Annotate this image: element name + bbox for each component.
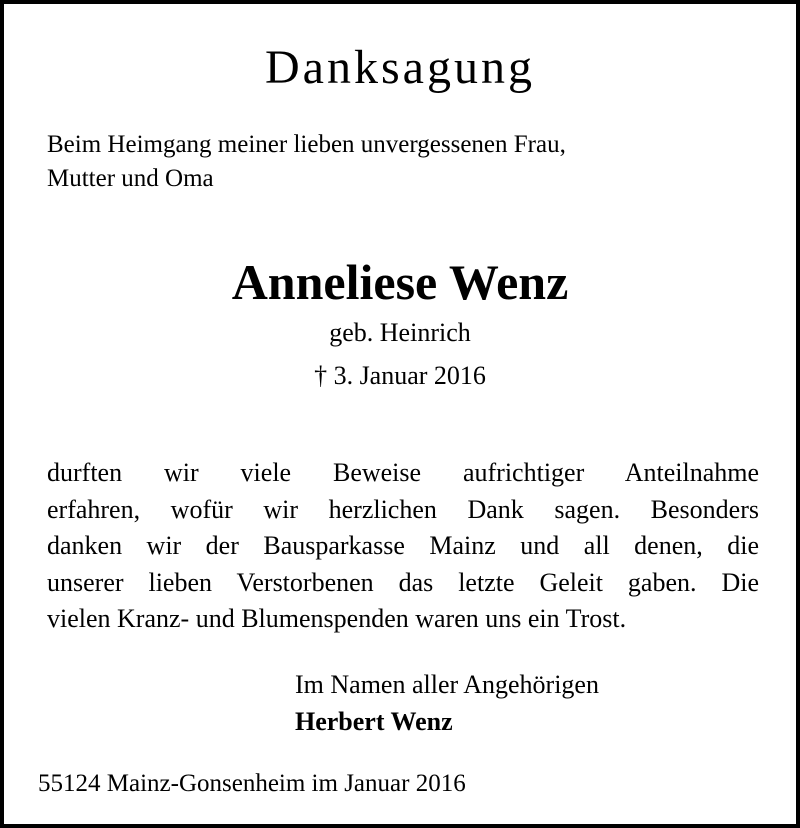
thanks-line: erfahren, wofür wir herzlichen Dank sagen. Besonders	[47, 494, 759, 524]
signer-name: Herbert Wenz	[295, 707, 453, 736]
intro-line: Mutter und Oma	[47, 165, 214, 192]
intro-text	[47, 128, 767, 196]
deceased-name: Anneliese Wenz	[231, 254, 569, 310]
signature-intro: Im Namen aller Angehörigen	[295, 670, 599, 699]
place-date: 55124 Mainz-Gonsenheim im Januar 2016	[38, 770, 466, 797]
thanks-line: danken wir der Bausparkasse Mainz und all denen, die	[47, 531, 759, 560]
notice-title: Danksagung	[265, 41, 535, 94]
death-date: † 3. Januar 2016	[314, 361, 486, 390]
thanks-text	[47, 455, 759, 638]
intro-line: Beim Heimgang meiner lieben unvergessenen Frau,	[47, 131, 566, 158]
thanks-line: unserer lieben Verstorbenen das letzte Geleit gaben. Die	[47, 567, 759, 597]
thanks-line: vielen Kranz- und Blumenspenden waren uns ein Trost.	[47, 604, 627, 633]
maiden-name: geb. Heinrich	[329, 318, 471, 347]
thanks-line: durften wir viele Beweise aufrichtiger Anteilnahme	[47, 458, 759, 487]
